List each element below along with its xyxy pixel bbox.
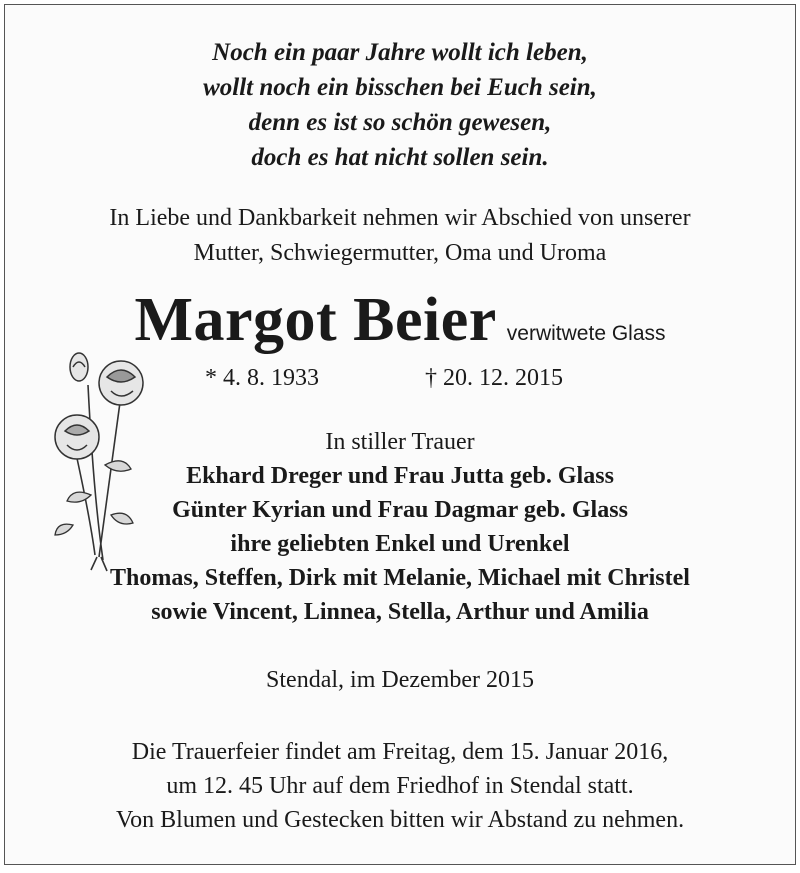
intro-text xyxy=(5,201,795,271)
mourner-line: ihre geliebten Enkel und Urenkel xyxy=(230,531,570,557)
mourners-block xyxy=(5,425,795,629)
death-date: † 20. 12. 2015 xyxy=(425,365,563,391)
intro-line: In Liebe und Dankbarkeit nehmen wir Abschied von unserer xyxy=(109,205,691,231)
place-date: Stendal, im Dezember 2015 xyxy=(266,667,534,693)
poem-line: wollt noch ein bisschen bei Euch sein, xyxy=(203,74,597,101)
mourner-line: Günter Kyrian und Frau Dagmar geb. Glass xyxy=(172,497,628,523)
mourner-line: Ekhard Dreger und Frau Jutta geb. Glass xyxy=(186,463,614,489)
birth-date: * 4. 8. 1933 xyxy=(205,365,319,391)
funeral-line: Von Blumen und Gestecken bitten wir Abstand zu nehmen. xyxy=(115,807,685,833)
funeral-line: um 12. 45 Uhr auf dem Friedhof in Stendal statt. xyxy=(166,773,634,799)
funeral-line: Die Trauerfeier findet am Freitag, dem 15. Januar 2016, xyxy=(131,739,669,765)
mourner-line: Thomas, Steffen, Dirk mit Melanie, Michael mit Christel xyxy=(110,565,690,591)
intro-line: Mutter, Schwiegermutter, Oma und Uroma xyxy=(193,240,607,266)
funeral-notice xyxy=(5,735,795,837)
deceased-maiden-note: verwitwete Glass xyxy=(506,322,666,345)
poem xyxy=(5,35,795,175)
mourner-line: sowie Vincent, Linnea, Stella, Arthur und Amilia xyxy=(151,599,649,625)
life-dates xyxy=(205,365,795,392)
mourners-heading: In stiller Trauer xyxy=(325,429,475,455)
poem-line: doch es hat nicht sollen sein. xyxy=(251,144,549,171)
deceased-name: Margot Beier xyxy=(134,286,497,354)
poem-line: denn es ist so schön gewesen, xyxy=(248,109,552,136)
obituary-card xyxy=(4,4,796,865)
poem-line: Noch ein paar Jahre wollt ich leben, xyxy=(212,39,588,66)
